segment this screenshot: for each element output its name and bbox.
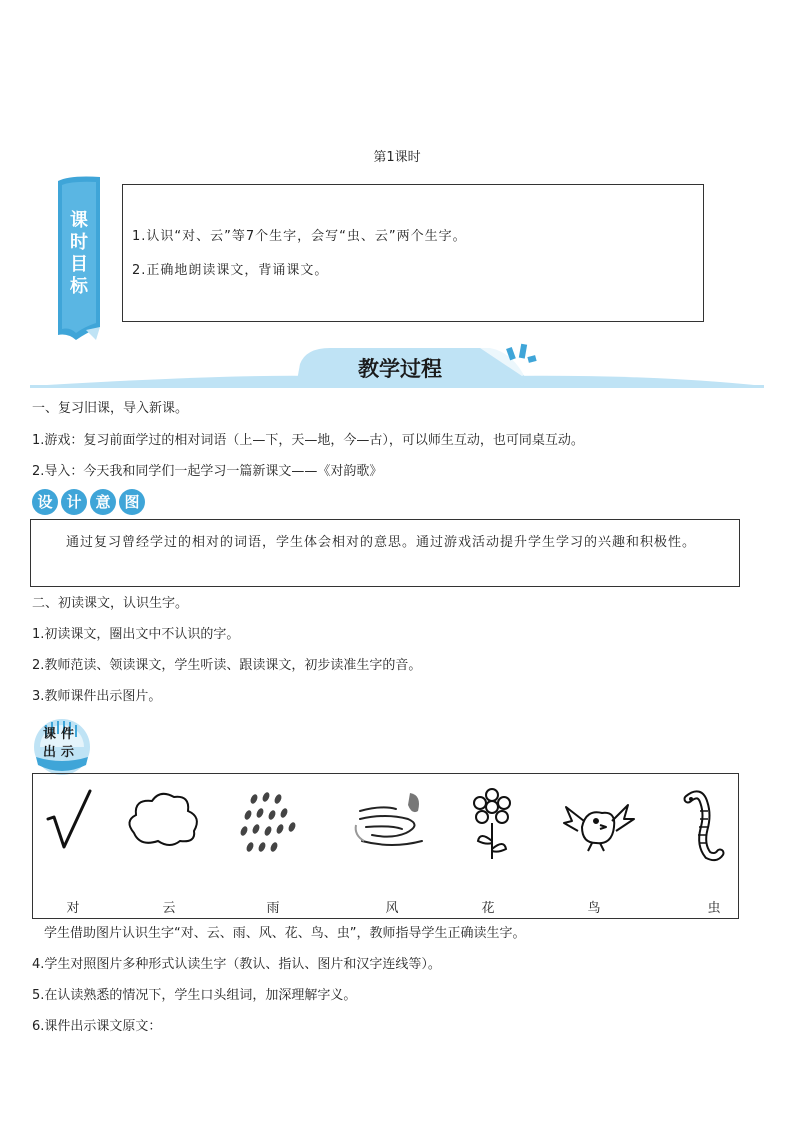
check-mark-icon [34, 785, 114, 865]
section-title: 教学过程 [358, 357, 442, 381]
body-text: 6.课件出示课文原文： [32, 1019, 162, 1034]
part1-heading: 一、复习旧课，导入新课。 [32, 401, 189, 416]
objectives-box [122, 184, 704, 322]
design-intent-text: 通过复习曾经学过的相对的词语，学生体会相对的意思。通过游戏活动提升学生学习的兴趣和积极性。 [66, 535, 697, 550]
period-title: 第1课时 [373, 150, 421, 165]
objective-item: 1.认识“对、云”等7个生字，会写“虫、云”两个生字。 [132, 229, 467, 244]
body-text: 5.在认读熟悉的情况下，学生口头组词，加深理解字义。 [32, 988, 357, 1003]
picture-caption: 雨 [266, 901, 280, 916]
part1-item: 1.游戏：复习前面学过的相对词语（上—下，天—地，今—古），可以师生互动，也可同桌互动。 [32, 433, 584, 448]
picture-caption: 鸟 [587, 901, 601, 916]
picture-caption: 虫 [707, 901, 721, 916]
picture-caption: 花 [481, 901, 495, 916]
worm-icon [664, 785, 744, 865]
rain-icon [232, 785, 312, 865]
objective-item: 2.正确地朗读课文，背诵课文。 [132, 263, 329, 278]
picture-caption: 云 [162, 901, 176, 916]
wind-icon [352, 785, 432, 865]
body-text: 4.学生对照图片多种形式认读生字（教认、指认、图片和汉字连线等）。 [32, 957, 441, 972]
design-intent-char: 计 [61, 489, 87, 515]
cloud-icon [124, 785, 204, 865]
part2-item: 2.教师范读、领读课文，学生听读、跟读课文，初步读准生字的音。 [32, 658, 422, 673]
bird-icon [558, 785, 638, 865]
picture-caption: 风 [385, 901, 399, 916]
body-text: 学生借助图片认识生字“对、云、雨、风、花、鸟、虫”，教师指导学生正确读生字。 [44, 926, 526, 941]
design-intent-char: 图 [119, 489, 145, 515]
part2-item: 3.教师课件出示图片。 [32, 689, 162, 704]
design-intent-char: 设 [32, 489, 58, 515]
objectives-label: 课时目标 [70, 210, 88, 297]
flower-icon [452, 785, 532, 865]
part2-item: 1.初读课文，圈出文中不认识的字。 [32, 627, 240, 642]
courseware-label: 课件出示 [42, 727, 79, 760]
design-intent-char: 意 [90, 489, 116, 515]
picture-caption: 对 [66, 901, 80, 916]
part2-heading: 二、初读课文，认识生字。 [32, 596, 189, 611]
part1-item: 2.导入：今天我和同学们一起学习一篇新课文——《对韵歌》 [32, 464, 383, 479]
